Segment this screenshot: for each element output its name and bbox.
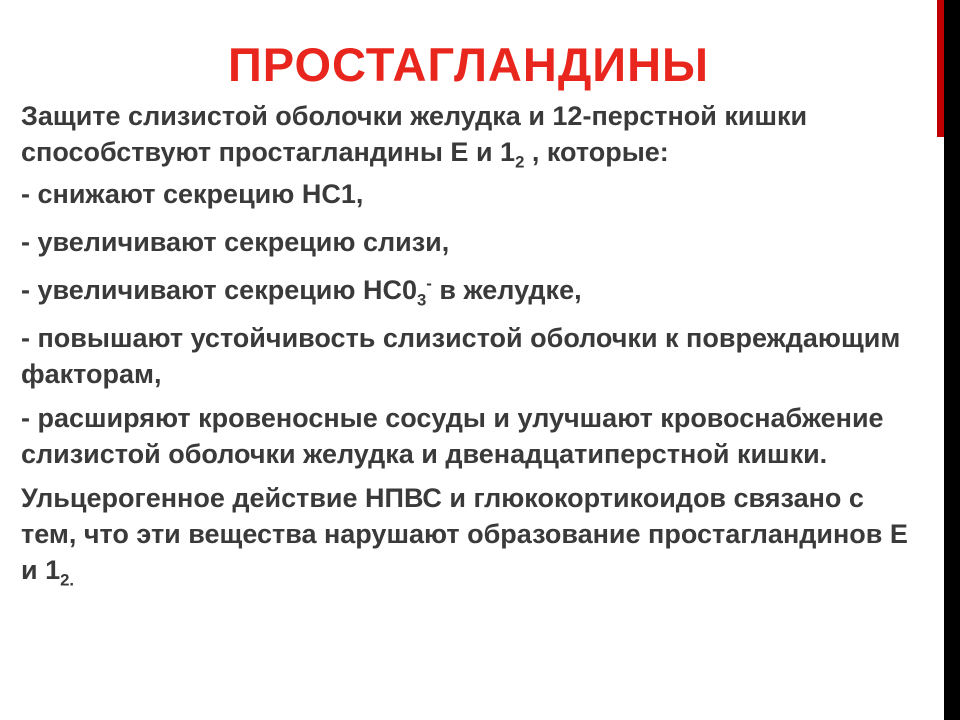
side-accent-red	[937, 0, 944, 137]
list-item-subscript: 3	[416, 290, 427, 310]
intro-text-part2: , которые:	[524, 137, 669, 167]
conclusion-subscript: 2.	[60, 570, 75, 590]
list-item-text-part2: в желудке,	[431, 275, 582, 305]
list-item: - повышают устойчивость слизистой оболочки к повреждающим факторам,	[21, 323, 901, 389]
list-item: - снижают секрецию НС1,	[21, 179, 364, 209]
slide-title: ПРОСТАГЛАНДИНЫ	[227, 38, 710, 91]
list-item-text-part1: - увеличивают секрецию НС0	[21, 275, 417, 305]
intro-subscript: 2	[515, 152, 525, 172]
conclusion-paragraph	[21, 480, 926, 588]
list-item: - увеличивают секрецию слизи,	[21, 227, 450, 257]
side-bar-black	[944, 0, 960, 720]
conclusion-text: Ульцерогенное действие НПВС и глюкокортикоидов связано с тем, что эти вещества нарушают образование простагландинов Е и 1	[21, 483, 908, 585]
intro-paragraph	[21, 98, 926, 170]
list-item-superscript: -	[426, 274, 432, 293]
slide-content	[21, 98, 926, 588]
list-item: - расширяют кровеносные сосуды и улучшают кровоснабжение слизистой оболочки желудка и двенадцатиперстной кишки.	[21, 403, 884, 469]
list-item	[21, 272, 926, 308]
intro-text-part1: Защите слизистой оболочки желудка и 12-перстной кишки способствуют простагландины Е и 1	[21, 101, 808, 167]
